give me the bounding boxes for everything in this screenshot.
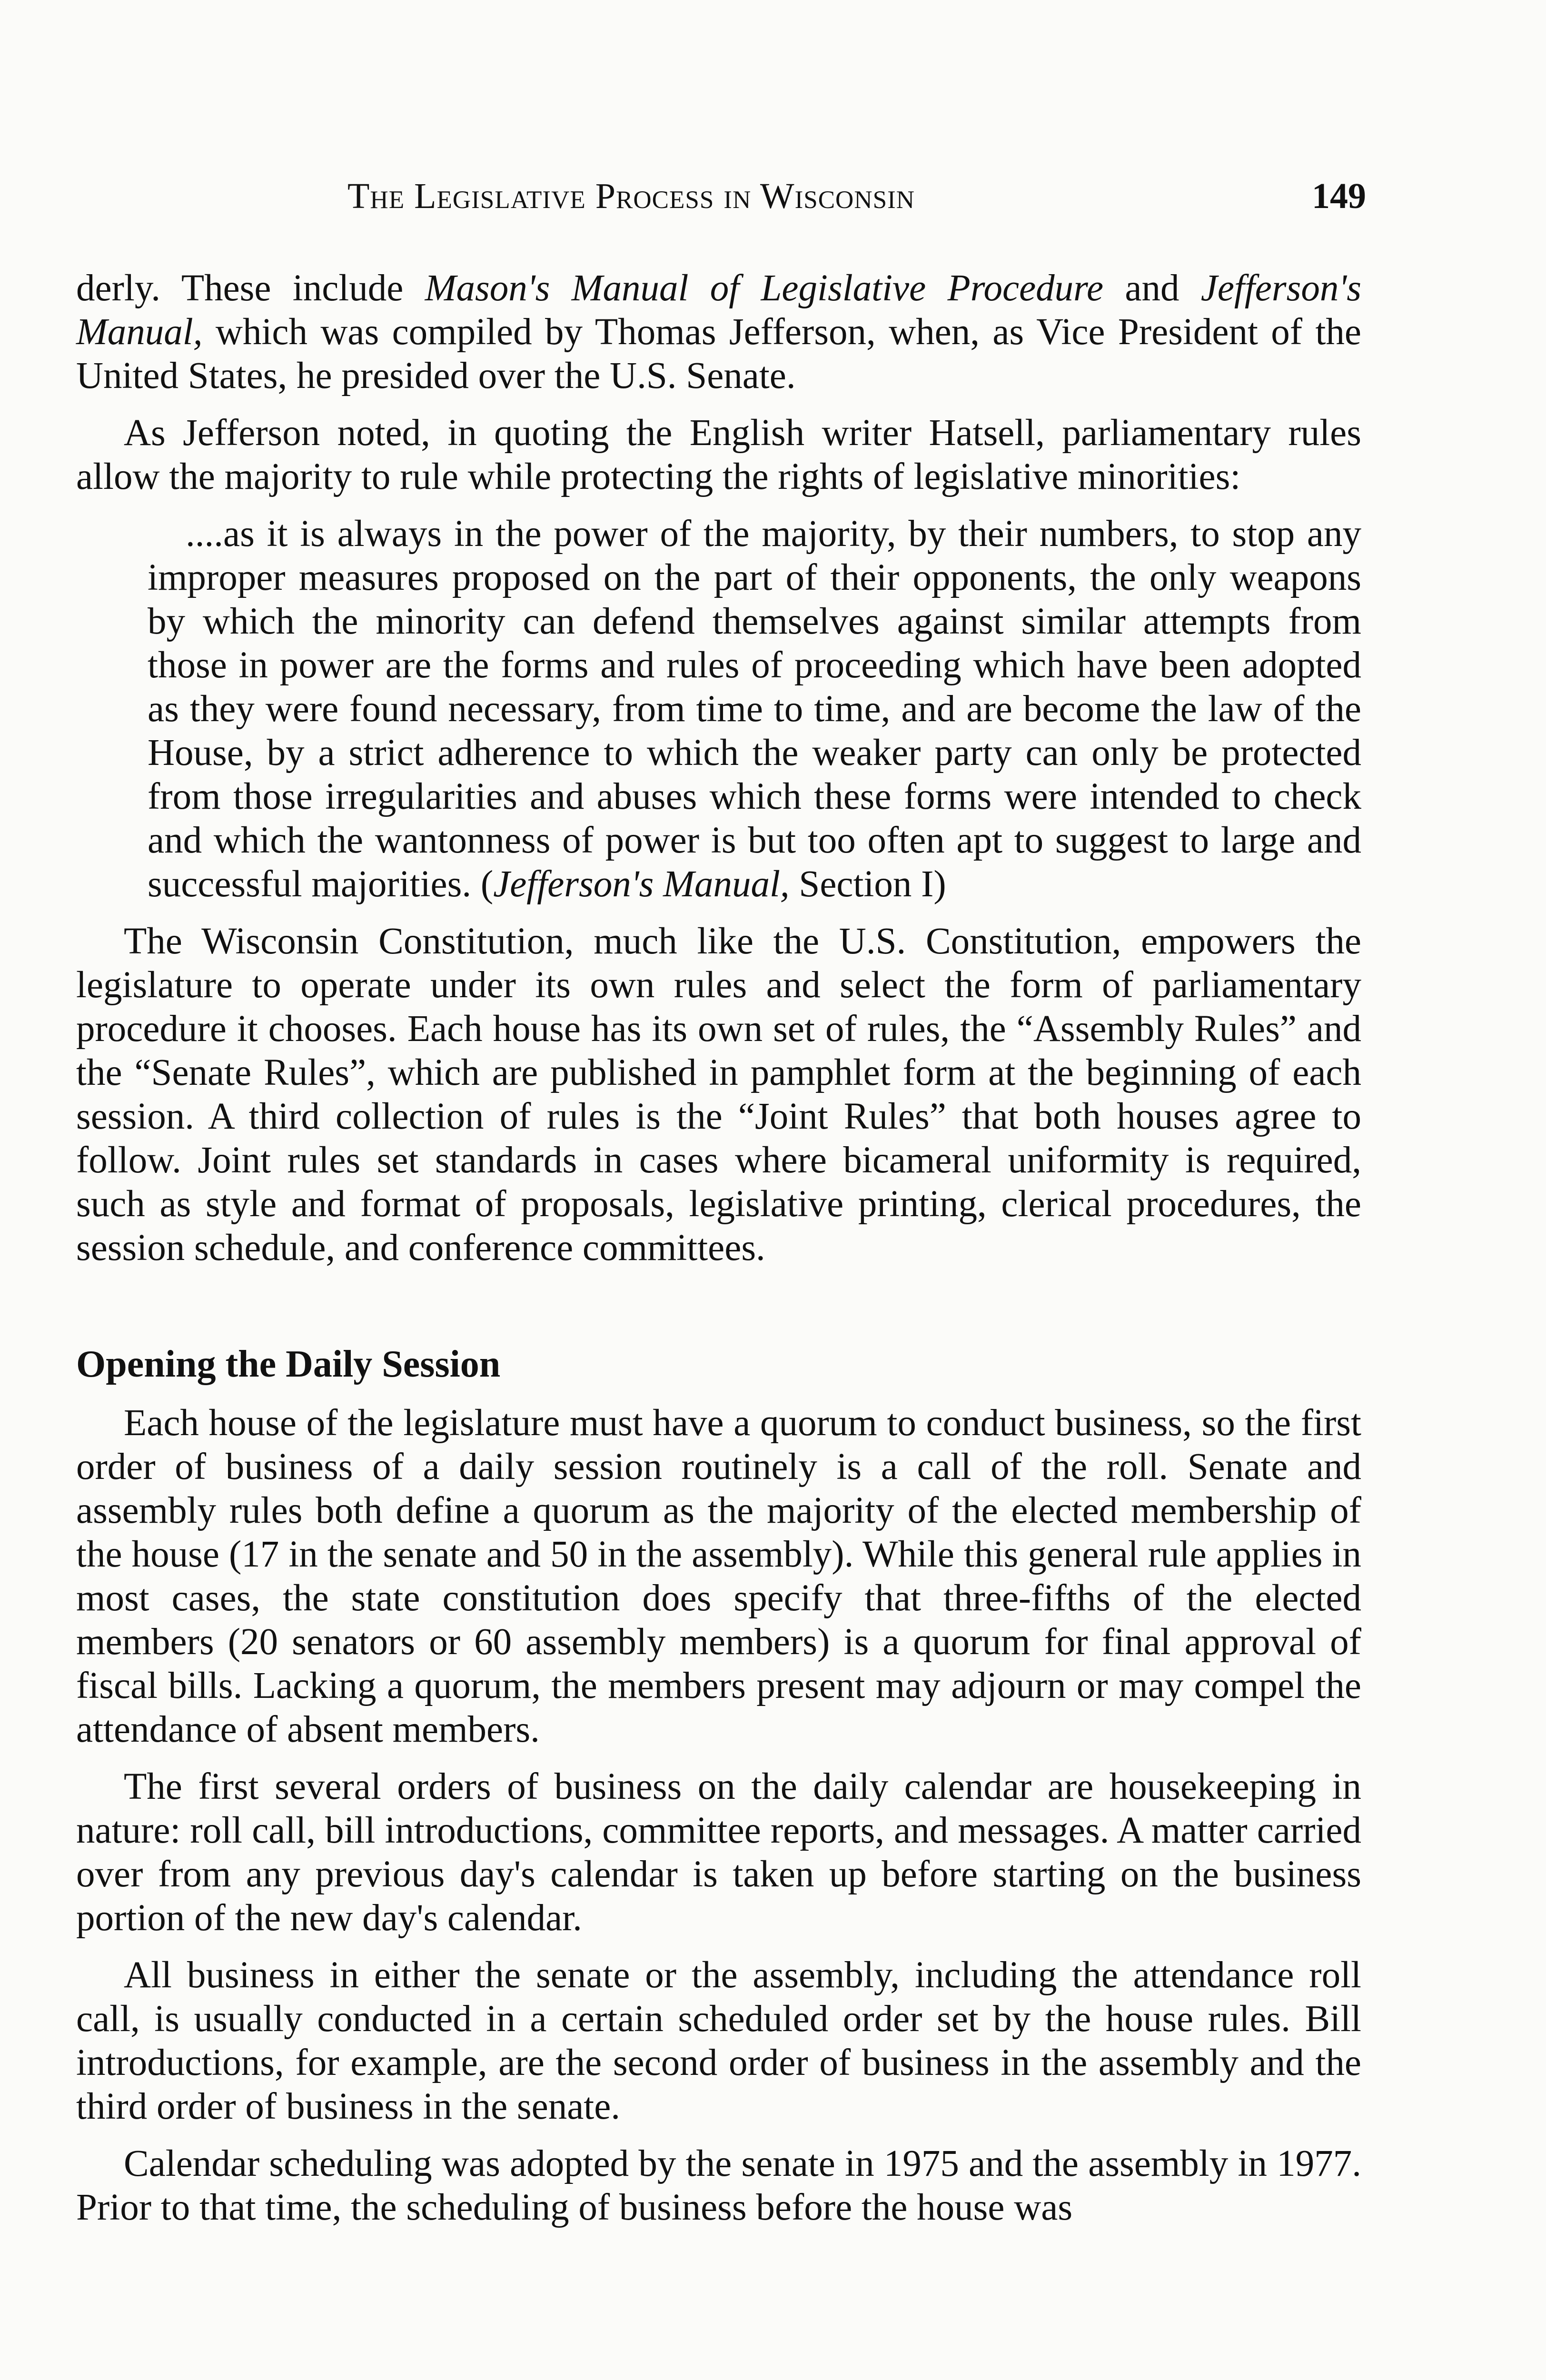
section-heading: Opening the Daily Session [76, 1343, 501, 1385]
paragraph: Each house of the legislature must have a quorum to conduct business, so the first order of business of a daily session routinely is a call of the roll. Senate and assembly rules both define a quorum as the majority of the elected membership of the house (17 in the senate and 50 in the assembly). While this general rule applies in most cases, the state constitution does specify that three-fifths of the elected members (20 senators or 60 assembly members) is a quorum for final approval of fiscal bills. Lacking a quorum, the members present may adjourn or may compel the attendance of absent members. [76, 1402, 1361, 1750]
paragraph-continuation [76, 267, 1361, 398]
text-run: derly. These include [76, 268, 425, 309]
book-title-jefferson: Jefferson's Manual, [76, 268, 1361, 353]
paragraph: Calendar scheduling was adopted by the senate in 1975 and the assembly in 1977. Prior to that time, the scheduling of business before the house was [76, 2143, 1361, 2228]
running-head [347, 172, 1366, 220]
text-run: and [1103, 268, 1201, 309]
paragraph: All business in either the senate or the assembly, including the attendance roll call, is usually conducted in a certain scheduled order set by the house rules. Bill introductions, for example, are the second order of business in the assembly and the third order of business in the senate. [76, 1954, 1361, 2127]
body-text [76, 267, 1361, 2243]
paragraph: The first several orders of business on the daily calendar are housekeeping in nature: roll call, bill introductions, committee reports, and messages. A matter carried over from any previous day's calendar is taken up before starting on the business portion of the new day's calendar. [76, 1766, 1361, 1939]
paragraph: The Wisconsin Constitution, much like the U.S. Constitution, empowers the legislature to operate under its own rules and select the form of parliamentary procedure it chooses. Each house has its own set of rules, the “Assembly Rules” and the “Senate Rules”, which are published in pamphlet form at the beginning of each session. A third collection of rules is the “Joint Rules” that both houses agree to follow. Joint rules set standards in cases where bicameral uniformity is required, such as style and format of proposals, legislative printing, clerical procedures, the session schedule, and conference committees. [76, 921, 1361, 1269]
book-title-mason: Mason's Manual of Legislative Procedure [425, 268, 1104, 309]
quote-text: ....as it is always in the power of the majority, by their numbers, to stop any improper measures proposed on the part of their opponents, the only weapons by which the minority can defend themselves against similar attempts from those in power are the forms and rules of proceeding which have been adopted as they were found necessary, from time to time, and are become the law of the House, by a strict adherence to which the weaker party can only be protected from those irregularities and abuses which these forms were intended to check and which the wantonness of power is but too often apt to suggest to large and successful majorities. ( [148, 513, 1361, 905]
quote-text: Section I) [789, 863, 946, 905]
block-quote [148, 512, 1361, 906]
text-run: which was compiled by Thomas Jefferson, when, as Vice President of the United States, he presided over the U.S. Senate. [76, 311, 1361, 397]
paragraph: As Jefferson noted, in quoting the English writer Hatsell, parliamentary rules allow the majority to rule while protecting the rights of legislative minorities: [76, 412, 1361, 497]
running-head-title: The Legislative Process in Wisconsin [347, 176, 915, 216]
page-number: 149 [1312, 176, 1366, 216]
quote-citation: Jefferson's Manual, [493, 863, 790, 905]
